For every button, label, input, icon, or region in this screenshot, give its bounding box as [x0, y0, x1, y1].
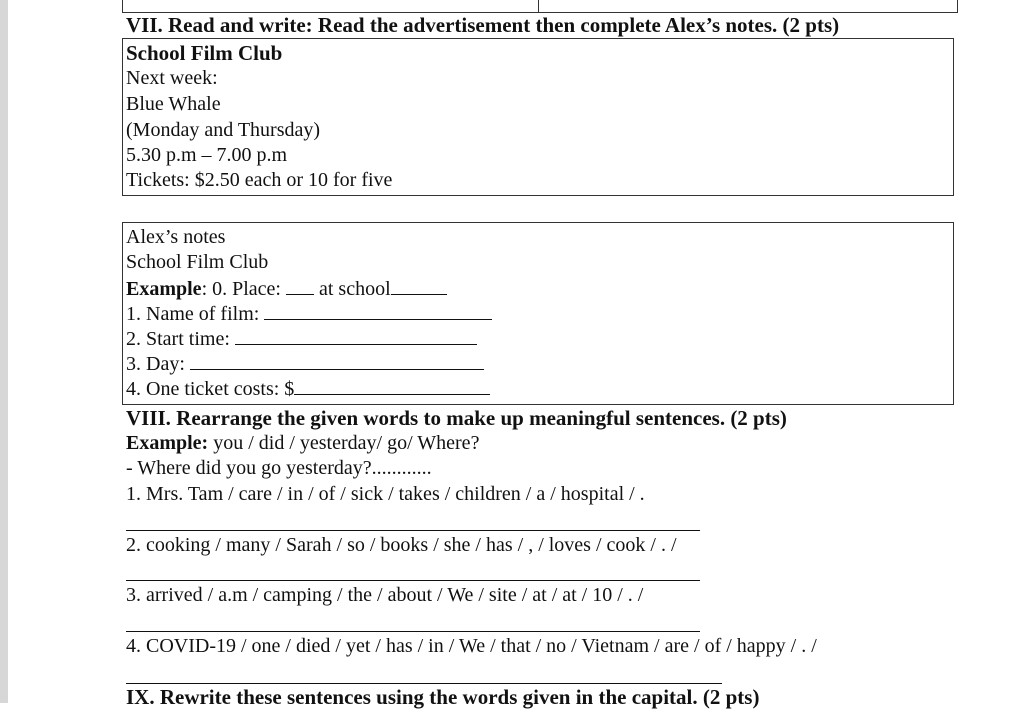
example-label: Example — [126, 278, 202, 300]
answer-line[interactable] — [126, 530, 700, 531]
notes-item — [126, 301, 492, 327]
ad-line: Blue Whale — [126, 93, 221, 115]
rearrange-item: 2. cooking / many / Sarah / so / books / she / has / , / loves / cook / . / — [126, 534, 677, 556]
section-7-heading: VII. Read and write: Read the advertisement then complete Alex’s notes. (2 pts) — [126, 13, 840, 37]
notes-item — [126, 351, 484, 377]
ad-title: School Film Club — [126, 41, 283, 65]
notes-example — [126, 276, 447, 302]
ad-line: Tickets: $2.50 each or 10 for five — [126, 169, 393, 191]
notes-item-label: 2. Start time: — [126, 328, 230, 350]
answer-blank[interactable] — [235, 326, 477, 345]
answer-blank[interactable] — [190, 351, 484, 370]
rearrange-item: 3. arrived / a.m / camping / the / about / We / site / at / at / 10 / . / — [126, 584, 644, 606]
ad-line: 5.30 p.m – 7.00 p.m — [126, 144, 288, 166]
section-8-heading: VIII. Rearrange the given words to make up meaningful sentences. (2 pts) — [126, 406, 787, 430]
notes-item — [126, 326, 477, 352]
example-text: you / did / yesterday/ go/ Where? — [208, 432, 480, 454]
example-blank — [391, 276, 447, 295]
page-margin — [0, 0, 8, 703]
notes-subtitle: School Film Club — [126, 251, 269, 273]
previous-table-bottom — [122, 0, 958, 13]
section-8-example — [126, 431, 479, 456]
example-text: : 0. Place: — [201, 278, 286, 300]
notes-title: Alex’s notes — [126, 226, 226, 248]
answer-blank[interactable] — [264, 301, 492, 320]
example-answer: at school — [314, 278, 391, 300]
example-blank — [286, 276, 314, 295]
answer-line[interactable] — [126, 631, 700, 632]
notes-item-label: 1. Name of film: — [126, 303, 260, 325]
answer-line[interactable] — [126, 580, 700, 581]
notes-item-label: 3. Day: — [126, 353, 185, 375]
ad-line: (Monday and Thursday) — [126, 119, 321, 141]
answer-blank[interactable] — [294, 376, 490, 395]
notes-item — [126, 376, 490, 402]
rearrange-item: 1. Mrs. Tam / care / in / of / sick / takes / children / a / hospital / . — [126, 483, 645, 505]
section-9-heading: IX. Rewrite these sentences using the words given in the capital. (2 pts) — [126, 685, 760, 709]
answer-line[interactable] — [126, 683, 722, 684]
notes-item-label: 4. One ticket costs: $ — [126, 378, 295, 400]
previous-table-divider — [538, 0, 539, 12]
rearrange-item: 4. COVID-19 / one / died / yet / has / in / We / that / no / Vietnam / are / of / happy / . / — [126, 635, 817, 657]
section-8-example-answer: - Where did you go yesterday?............ — [126, 457, 432, 479]
ad-line: Next week: — [126, 67, 218, 89]
example-label: Example: — [126, 432, 209, 454]
